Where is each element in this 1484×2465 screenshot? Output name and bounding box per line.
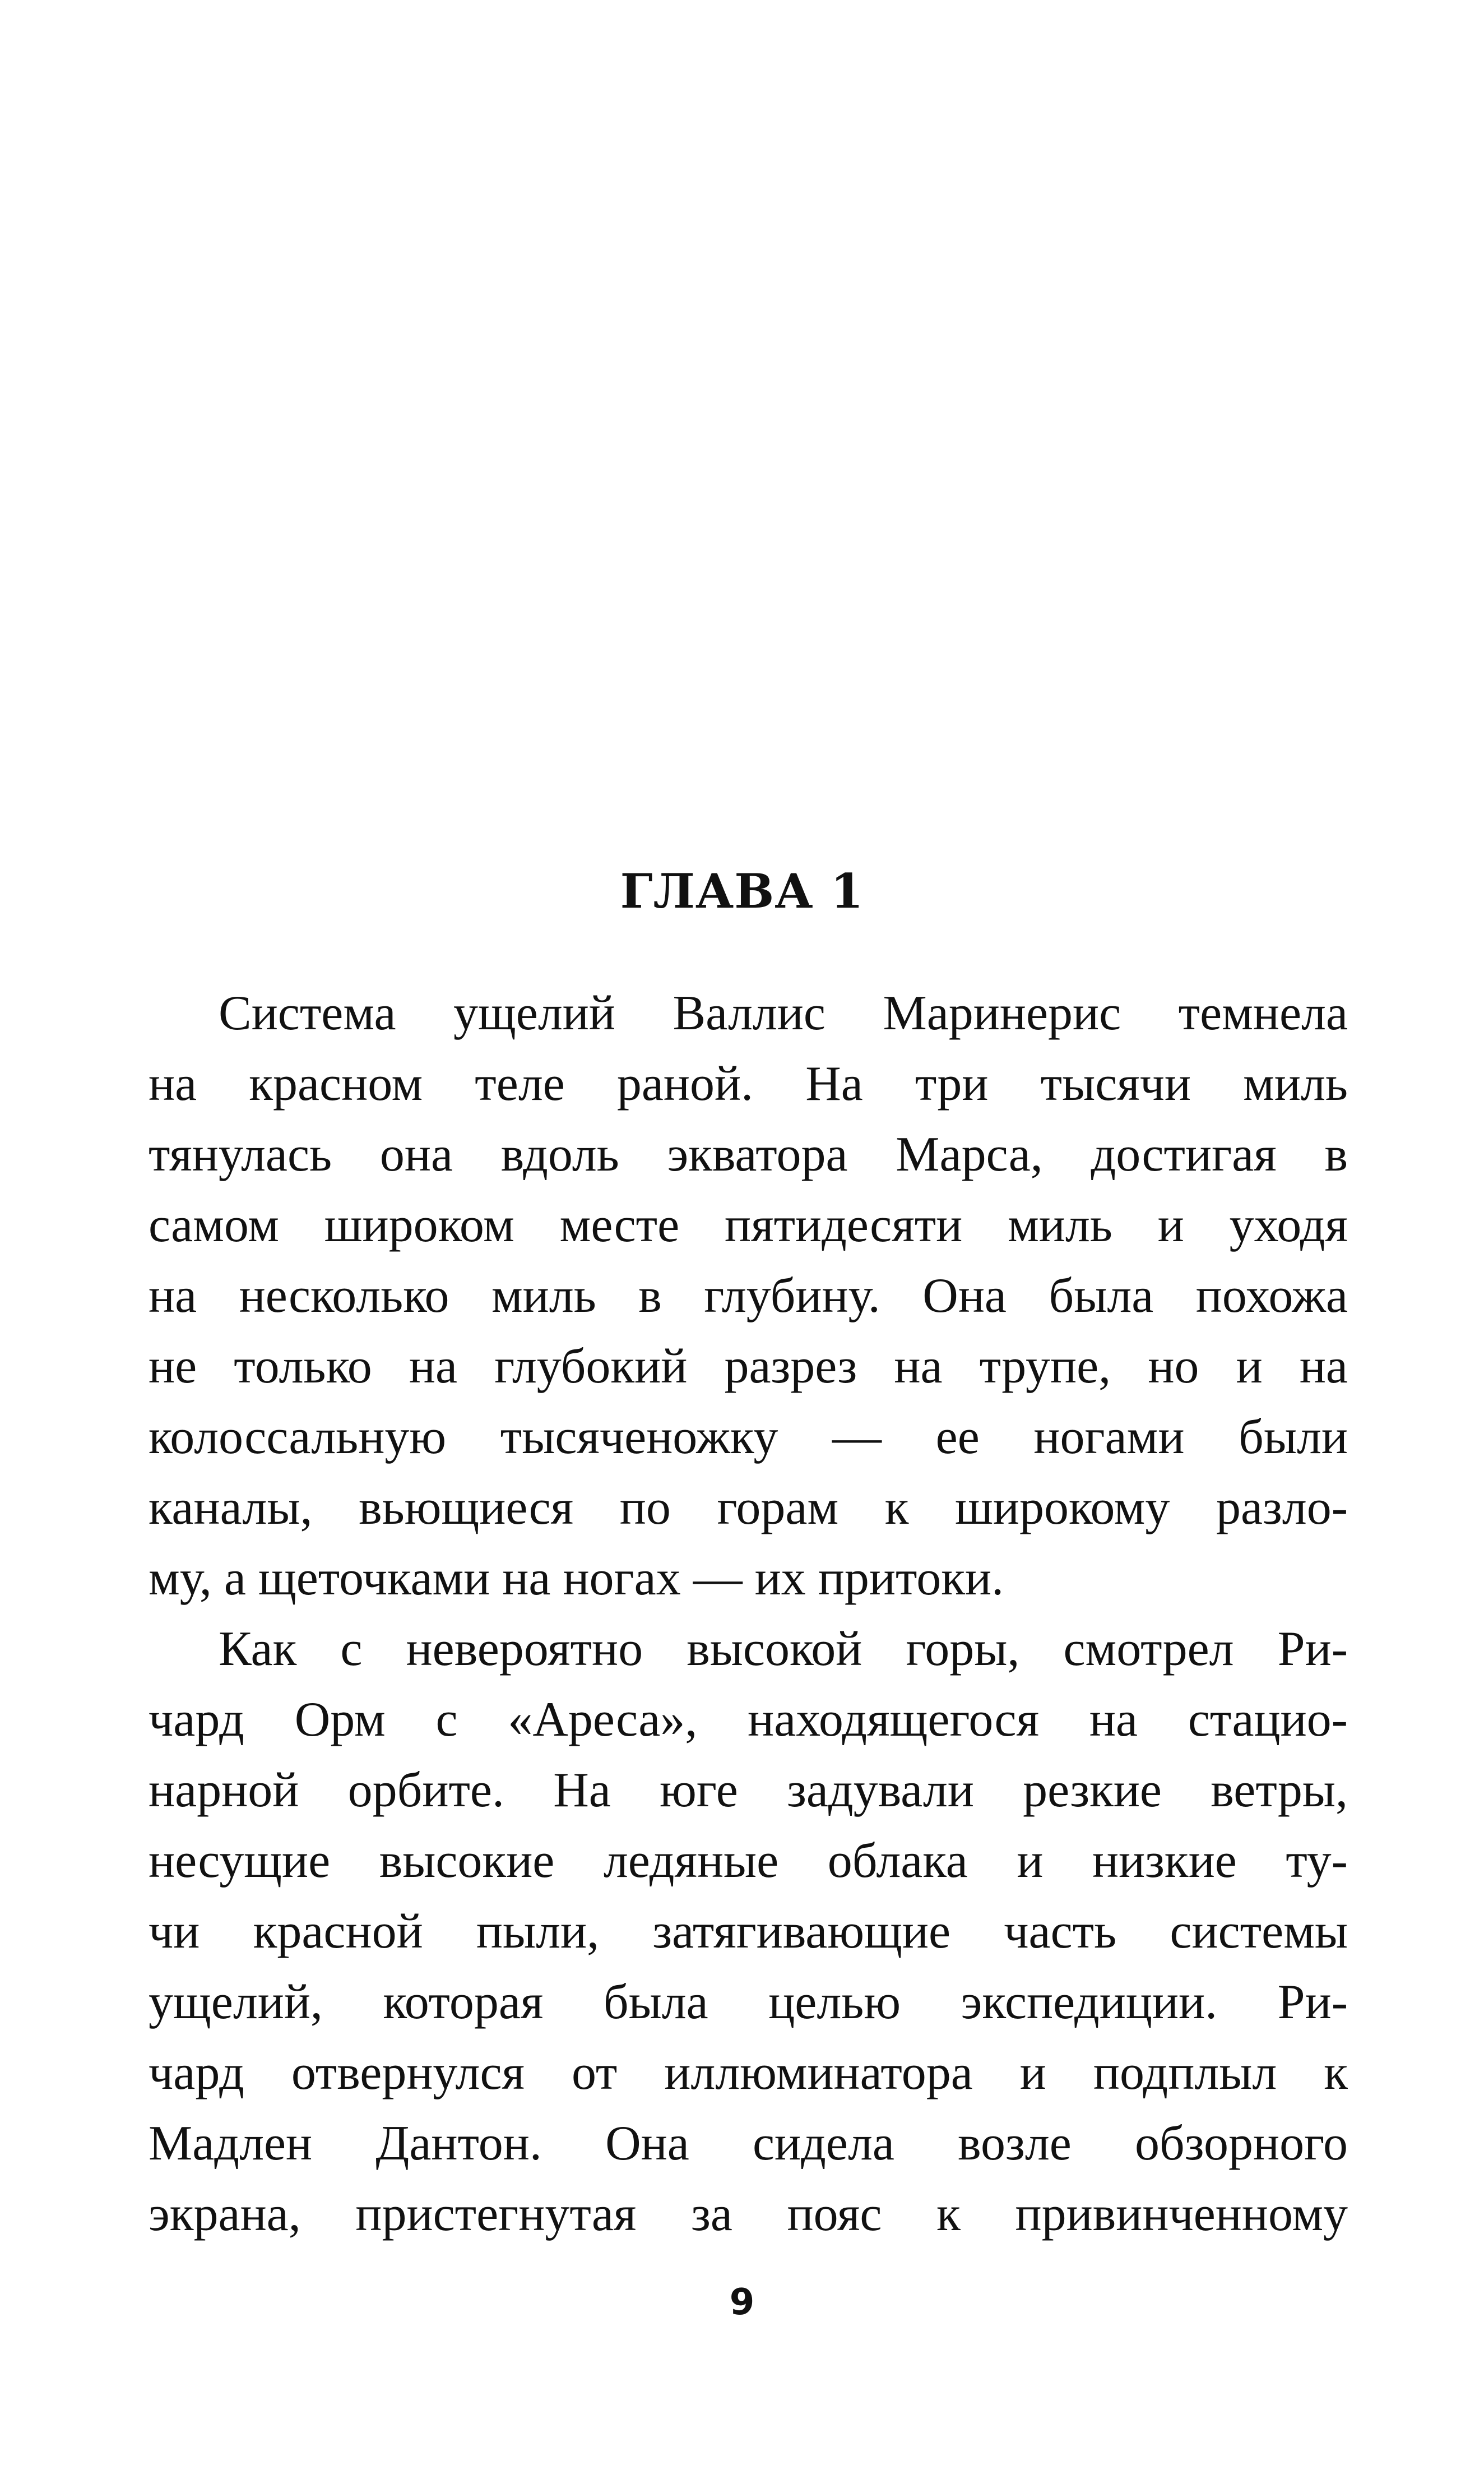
text-line: на несколько миль в глубину. Она была похожа	[149, 1269, 1348, 1323]
text-line: чард Орм с «Ареса», находящегося на стацио-	[149, 1692, 1348, 1747]
text-line: колоссальную тысяченожку — ее ногами были	[149, 1410, 1348, 1464]
text-line: самом широком месте пятидесяти миль и уходя	[149, 1198, 1348, 1252]
text-line: не только на глубокий разрез на трупе, но и на	[149, 1339, 1348, 1394]
text-line: чи красной пыли, затягивающие часть системы	[149, 1904, 1348, 1959]
text-line: Система ущелий Валлис Маринерис темнела	[219, 986, 1348, 1040]
text-line: нарной орбите. На юге задували резкие ветры,	[149, 1763, 1348, 1817]
text-line: несущие высокие ледяные облака и низкие ту-	[149, 1834, 1348, 1888]
text-line: каналы, вьющиеся по горам к широкому разло-	[149, 1481, 1348, 1535]
text-line: экрана, пристегнутая за пояс к привинченному	[149, 2187, 1348, 2241]
text-line: Как с невероятно высокой горы, смотрел Ри-	[219, 1622, 1348, 1676]
paragraph-1	[149, 978, 1348, 1614]
text-line: чард отвернулся от иллюминатора и подплыл к	[149, 2046, 1348, 2100]
text-line: Мадлен Дантон. Она сидела возле обзорного	[149, 2116, 1348, 2171]
chapter-body	[149, 978, 1348, 2250]
text-line: тянулась она вдоль экватора Марса, достигая в	[149, 1127, 1348, 1182]
page-number: 9	[729, 2282, 755, 2323]
chapter-title: ГЛАВА 1	[620, 863, 864, 919]
text-line: на красном теле раной. На три тысячи миль	[149, 1057, 1348, 1111]
text-line: ущелий, которая была целью экспедиции. Ри-	[149, 1975, 1348, 2029]
paragraph-2	[149, 1614, 1348, 2250]
text-line: му, а щеточками на ногах — их притоки.	[149, 1551, 1004, 1606]
